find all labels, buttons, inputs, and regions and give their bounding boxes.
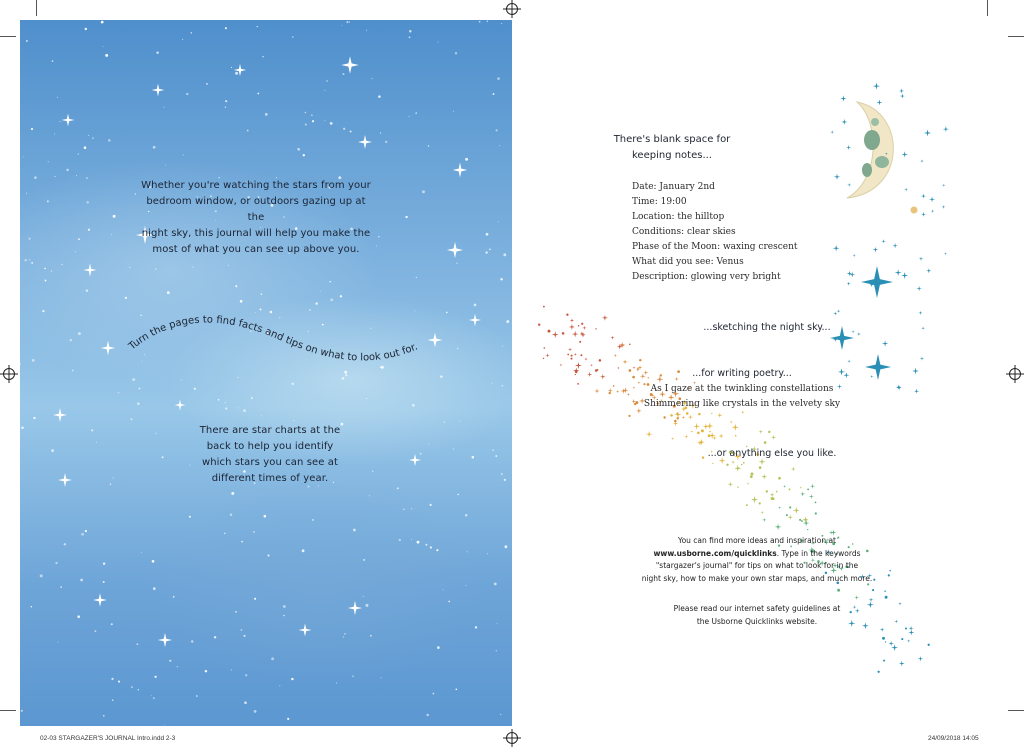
crop-mark [987,0,988,16]
trail-star [582,326,586,330]
trail-star [580,332,586,338]
trail-star [899,661,905,667]
text-line: night sky, how to make your own star maps, and much more. [641,573,873,583]
trail-dot [928,644,930,646]
trail-star [681,416,685,420]
small-star [892,243,897,248]
trail-dot [768,431,770,433]
trail-dot [737,486,738,487]
sketching-caption: ...sketching the night sky... [703,322,831,333]
anything-else-caption: ...or anything else you like. [707,448,837,459]
trail-dot [789,488,791,490]
small-star [901,151,907,157]
entry-location: Location: the hilltop [632,212,725,222]
trail-dot [872,589,874,591]
trail-star [614,354,618,358]
trail-dot [746,504,748,506]
trail-dot [637,367,639,369]
poem-line: As I gaze at the twinkling constellations [650,384,834,394]
small-star [900,93,905,98]
trail-dot [543,358,544,359]
trail-dot [639,359,641,361]
trail-dot [778,477,781,480]
trail-dot [577,383,579,385]
trail-star [594,389,599,394]
trail-star [809,494,814,499]
trail-dot [580,354,582,356]
trail-star [545,353,549,357]
text-line: Whether you're watching the stars from your [141,180,371,191]
small-star [852,254,855,257]
trail-star [646,431,653,438]
text-line: Please read our internet safety guidelines at [673,604,841,613]
trail-star [568,347,572,351]
trail-dot [544,347,546,349]
small-star [849,272,855,278]
small-star [847,359,851,363]
text-line: bedroom window, or outdoors gazing up at the [146,196,366,223]
trail-star [854,595,858,599]
trail-star [617,366,620,369]
trail-dot [670,414,673,417]
trail-star [732,424,739,431]
right-page [512,20,1004,726]
text-line: keeping notes... [631,150,712,161]
small-star [919,256,924,261]
trail-star [616,390,619,393]
trail-star [569,324,575,330]
trail-star [799,486,802,489]
trail-star [803,520,810,527]
charts-paragraph [180,423,360,487]
trail-star [608,388,613,393]
small-star [830,130,834,134]
small-star [943,126,949,132]
text-line: different times of year. [211,473,329,484]
trail-star [888,641,893,646]
trail-star [623,359,628,364]
small-star [873,82,880,89]
trail-star [759,429,763,433]
registration-mark [3,368,15,380]
small-star [846,145,851,150]
small-star [876,99,882,105]
small-star [895,269,902,276]
trail-dot [697,432,700,435]
trail-dot [698,413,700,415]
trail-dot [674,420,677,423]
trail-star [791,467,796,472]
small-star [921,326,925,330]
small-star [873,247,879,253]
trail-dot [799,519,801,521]
trail-star [619,343,625,349]
curved-caption-text [126,314,419,363]
trail-dot [772,497,775,500]
trail-dot [766,490,768,492]
trail-star [574,353,577,356]
trail-star [573,367,580,374]
small-star [924,129,931,136]
trail-dot [747,483,748,484]
trail-star [734,465,741,472]
registration-mark [506,3,518,15]
trail-star [600,374,606,380]
trail-star [880,627,884,631]
trail-dot [901,638,903,640]
trail-dot [609,392,611,394]
small-star [926,268,931,273]
entry-description: Description: glowing very bright [632,272,781,282]
trail-star [698,439,705,446]
trail-dot [837,589,840,592]
journal-entry [632,180,832,285]
trail-dot [807,529,808,530]
trail-dot [543,306,545,308]
trail-star [590,364,593,367]
trail-dot [759,466,762,469]
trail-star [552,331,559,338]
trail-dot [764,441,767,444]
trail-dot [629,344,631,346]
poem [622,382,862,412]
small-star [847,271,853,277]
trail-dot [776,491,778,493]
trail-dot [579,341,581,343]
registration-mark [506,732,518,744]
trail-dot [628,415,630,417]
file-slug: 02-03 STARGAZER'S JOURNAL Intro.indd 2-3 [40,735,176,742]
entry-observation: What did you see: Venus [632,257,744,267]
text-line: "stargazer's journal" for tips on what to look for in the [655,561,859,570]
trail-star [909,626,914,631]
small-star [834,174,840,180]
trail-dot [815,512,817,514]
trail-dot [691,431,692,432]
text-line: which stars you can see at [201,457,339,468]
trail-dot [789,506,791,508]
trail-dot [701,429,704,432]
trail-dot [709,431,710,432]
small-star [920,357,924,361]
small-star [870,375,873,378]
poem-line: Shimmering like crystals in the velvety sky [643,399,841,409]
trail-star [778,506,781,509]
trail-star [712,436,716,440]
trail-star [575,362,582,369]
small-star [942,184,945,187]
entry-moon-phase: Phase of the Moon: waxing crescent [632,242,798,252]
trail-star [719,433,724,438]
text-fragment: . Type in the keywords [776,548,861,558]
small-star [899,88,904,93]
small-star [918,311,922,315]
small-star [882,340,888,346]
trail-dot [801,520,803,522]
trail-dot [711,413,712,414]
trail-dot [807,489,809,491]
safety-paragraph [642,603,872,628]
planet-dot-icon [911,207,918,214]
trail-star [891,644,898,651]
crop-mark [0,36,16,37]
crescent-moon-icon [847,102,893,198]
trail-dot [741,464,742,465]
trail-dot [726,464,728,466]
small-star [929,196,935,202]
trail-dot [595,369,598,372]
trail-dot [885,641,886,642]
trail-star [706,422,713,429]
crop-mark [1008,710,1024,711]
trail-star [729,420,732,423]
trail-dot [884,590,886,592]
crop-mark [36,0,37,16]
quicklinks-paragraph [627,535,887,585]
trail-dot [815,502,817,504]
small-star [881,239,885,243]
trail-dot [595,328,596,329]
trail-dot [686,412,689,415]
trail-star [771,435,776,440]
trail-dot [567,354,569,356]
sparkle-star-icon [865,354,891,380]
text-line [627,548,887,561]
small-star [921,194,926,199]
entry-time: Time: 19:00 [632,197,687,207]
curved-caption [20,20,512,726]
trail-star [570,318,575,323]
trail-dot [562,332,565,335]
trail-star [788,515,793,520]
small-star [841,119,847,125]
trail-dot [613,385,615,387]
small-star [896,384,901,389]
curved-caption-path: Turn the pages to find facts and tips on what to look out for. [127,314,420,364]
trail-star [587,372,592,377]
trail-dot [566,314,568,316]
trail-dot [743,462,745,464]
sparkle-star-icon [861,266,893,298]
text-line: There's blank space for [613,134,731,145]
trail-dot [599,359,602,362]
trail-dot [575,374,576,375]
small-star [904,188,908,192]
trail-dot [882,637,885,640]
trail-dot [759,502,761,504]
trail-dot [889,570,891,572]
trail-star [674,411,681,418]
trail-star [688,414,693,419]
trail-star [803,518,808,523]
crop-mark [1008,36,1024,37]
entry-date: Date: January 2nd [632,182,715,192]
trail-star [775,524,782,531]
trail-star [898,602,902,606]
trail-star [762,518,766,522]
trail-dot [570,358,572,360]
trail-dot [751,473,754,476]
trail-dot [632,376,635,379]
trail-dot [578,325,580,327]
trail-dot [750,475,753,478]
trail-star [918,656,923,661]
text-line: back to help you identify [206,441,334,452]
small-star [901,272,908,279]
trail-star [869,597,874,602]
trail-star [572,331,579,338]
small-star [944,252,947,255]
small-star [840,95,846,101]
text-line: There are star charts at the [199,425,341,436]
small-star [843,372,849,378]
trail-dot [663,416,665,418]
small-star [833,245,840,252]
small-star [920,159,924,163]
left-page-night-sky [20,20,512,726]
trail-star [684,435,688,439]
small-star [912,368,919,375]
notes-heading [602,132,742,164]
trail-star [602,315,608,321]
trail-star [671,437,674,440]
text-line: You can find more ideas and inspiration at [678,536,836,545]
trail-dot [905,627,907,629]
trail-dot [883,660,885,662]
trail-star [800,491,805,496]
trail-star [728,482,733,487]
trail-dot [885,596,888,599]
registration-mark [1009,368,1021,380]
entry-conditions: Conditions: clear skies [632,227,736,237]
small-star [942,205,946,209]
trail-star [584,357,588,361]
trail-star [693,423,700,430]
trail-star [760,511,764,515]
trail-dot [629,369,632,372]
small-star [914,389,919,394]
date-slug: 24/09/2018 14:05 [928,735,979,742]
small-star [916,286,921,291]
trail-dot [735,435,737,437]
small-star [833,311,837,315]
trail-star [751,496,758,503]
trail-dot [571,355,573,357]
trail-dot [712,463,713,464]
trail-star [632,366,635,369]
trail-star [717,413,722,418]
trail-star [908,629,914,635]
quicklinks-link[interactable]: www.usborne.com/quicklinks [653,548,777,558]
text-line: the Usborne Quicklinks website. [696,616,818,626]
small-star [837,309,841,313]
small-star [897,385,902,390]
trail-star [810,484,815,489]
small-star [921,212,926,217]
trail-dot [786,514,788,516]
text-line: most of what you can see up above you. [152,244,360,255]
trail-star [894,620,898,624]
trail-star [783,485,786,488]
trail-star [559,363,562,366]
small-star [847,282,851,286]
text-line: night sky, this journal will help you make the [141,228,371,239]
small-star [847,183,851,187]
trail-star [907,639,910,642]
trail-dot [538,324,540,326]
trail-dot [581,323,583,325]
trail-star [703,424,709,430]
trail-star [793,507,800,514]
trail-star [610,336,614,340]
trail-star [770,492,775,497]
trail-star [761,474,767,480]
trail-dot [548,330,551,333]
trail-dot [877,671,879,673]
small-star [931,209,935,213]
crop-mark [0,710,16,711]
poetry-caption: ...for writing poetry... [692,368,792,379]
trail-dot [888,574,890,576]
